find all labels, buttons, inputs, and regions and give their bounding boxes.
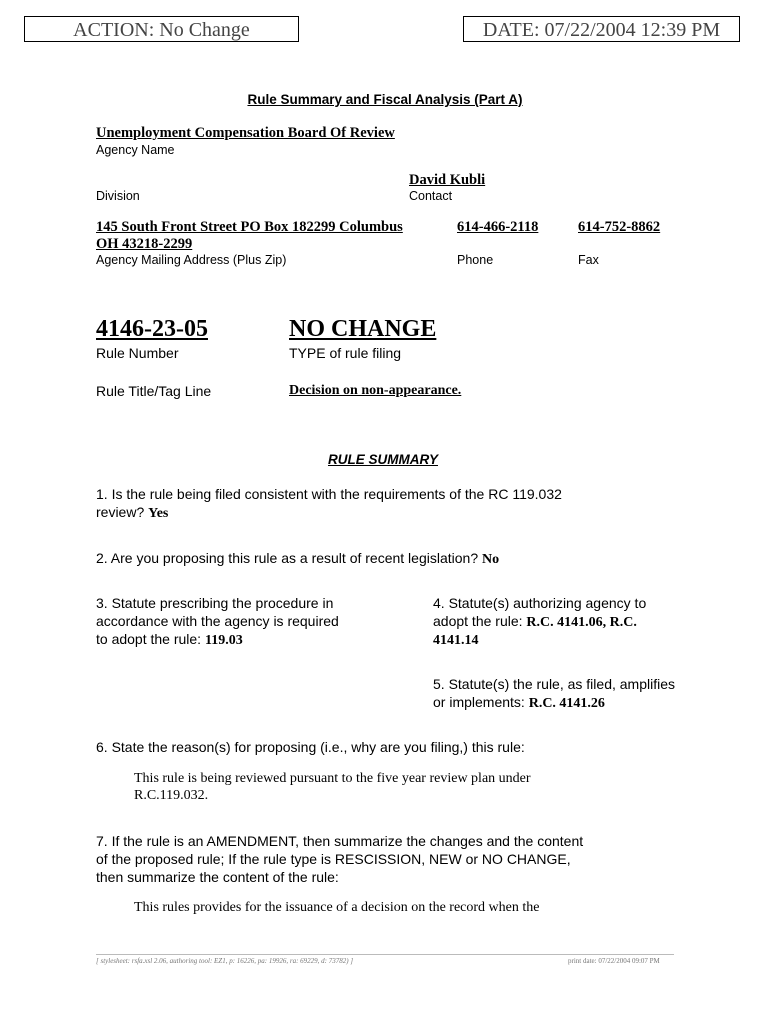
question-6-answer-line-2: R.C.119.032. — [134, 788, 209, 803]
agency-name: Unemployment Compensation Board Of Review — [96, 125, 395, 141]
question-3-line-3: to adopt the rule: 119.03 — [96, 631, 243, 648]
rule-number: 4146-23-05 — [96, 316, 208, 342]
footer-rule — [96, 954, 674, 955]
question-7-line-3: then summarize the content of the rule: — [96, 869, 339, 885]
question-3-line-2: accordance with the agency is required — [96, 613, 339, 629]
footer-stylesheet-info: [ stylesheet: rsfa.xsl 2.06, authoring tool: EZ1, p: 16226, pa: 19926, ra: 69229, d: 73782) ] — [96, 957, 354, 965]
question-4-answer-a: R.C. 4141.06, R.C. — [526, 615, 637, 630]
question-4-answer-b: 4141.14 — [433, 633, 479, 648]
question-5-line-2: or implements: R.C. 4141.26 — [433, 694, 605, 711]
rule-number-label: Rule Number — [96, 345, 179, 361]
address-label: Agency Mailing Address (Plus Zip) — [96, 253, 287, 267]
question-1 — [96, 485, 562, 523]
question-6: 6. State the reason(s) for proposing (i.e., why are you filing,) this rule: — [96, 739, 525, 755]
question-3-answer: 119.03 — [204, 633, 243, 648]
question-5-answer: R.C. 4141.26 — [528, 696, 605, 711]
footer-print-date: print date: 07/22/2004 09:07 PM — [568, 957, 660, 965]
division-label: Division — [96, 189, 140, 203]
question-2-answer: No — [482, 552, 500, 567]
date-box — [463, 16, 740, 42]
agency-address — [96, 219, 403, 253]
question-6-answer-line-1: This rule is being reviewed pursuant to the five year review plan under — [134, 771, 531, 786]
question-2: 2. Are you proposing this rule as a result of recent legislation? No — [96, 550, 500, 567]
contact-label: Contact — [409, 189, 453, 203]
phone-number: 614-466-2118 — [457, 219, 539, 235]
question-7 — [96, 832, 583, 886]
question-7-answer-line-1: This rules provides for the issuance of a decision on the record when the — [134, 900, 540, 915]
question-7-line-1: 7. If the rule is an AMENDMENT, then summarize the changes and the content — [96, 833, 584, 849]
contact-name: David Kubli — [409, 172, 486, 188]
date-text: DATE: 07/22/2004 12:39 PM — [482, 19, 721, 41]
action-box — [24, 16, 299, 42]
rule-type-label: TYPE of rule filing — [289, 345, 402, 361]
rule-title-label: Rule Title/Tag Line — [96, 383, 212, 399]
question-5 — [433, 675, 675, 713]
rule-summary-heading: RULE SUMMARY — [327, 452, 438, 467]
question-4-line-2: adopt the rule: R.C. 4141.06, R.C. — [433, 613, 637, 630]
address-line-1: 145 South Front Street PO Box 182299 Columbus — [96, 219, 403, 235]
fax-number: 614-752-8862 — [578, 219, 661, 235]
question-6-answer — [134, 770, 531, 804]
question-1-line-2: review? Yes — [96, 504, 169, 521]
question-7-line-2: of the proposed rule; If the rule type is RESCISSION, NEW or NO CHANGE, — [96, 851, 571, 867]
question-1-answer: Yes — [148, 506, 169, 521]
fax-label: Fax — [578, 253, 599, 267]
page-title: Rule Summary and Fiscal Analysis (Part A) — [247, 92, 523, 107]
question-4-line-1: 4. Statute(s) authorizing agency to — [433, 595, 647, 611]
action-text: ACTION: No Change — [73, 19, 250, 41]
question-1-line-1: 1. Is the rule being filed consistent with the requirements of the RC 119.032 — [96, 486, 562, 502]
question-4 — [433, 594, 646, 650]
rule-type: NO CHANGE — [289, 316, 437, 342]
address-line-2: OH 43218-2299 — [96, 236, 193, 252]
agency-name-label: Agency Name — [96, 143, 175, 157]
phone-label: Phone — [457, 253, 494, 267]
question-3-line-1: 3. Statute prescribing the procedure in — [96, 595, 334, 611]
rule-title: Decision on non-appearance. — [289, 383, 462, 398]
question-3 — [96, 594, 339, 650]
question-5-line-1: 5. Statute(s) the rule, as filed, amplifies — [433, 676, 675, 692]
